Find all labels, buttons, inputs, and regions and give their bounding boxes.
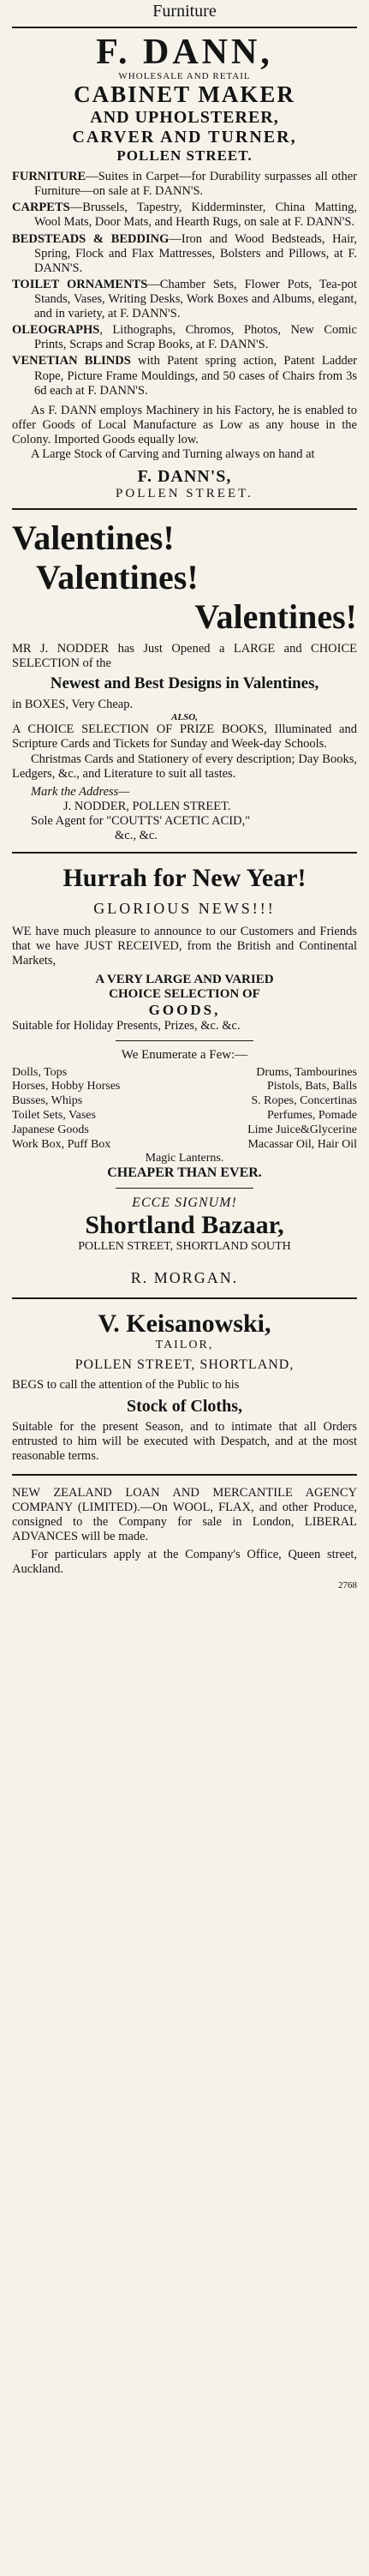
- hurrah-item: Perfumes, Pomade: [267, 1109, 357, 1122]
- hurrah-advertisement: [12, 864, 357, 1287]
- dann-item: [12, 170, 357, 199]
- divider: [12, 1474, 357, 1476]
- valentines-also: ALSO,: [171, 712, 198, 723]
- dann-subtitle: WHOLESALE AND RETAIL: [118, 71, 251, 82]
- hurrah-item: Busses, Whips: [12, 1094, 83, 1108]
- keisanowski-name: V. Keisanowski,: [98, 1309, 271, 1339]
- hurrah-suitable: Suitable for Holiday Presents, Prizes, &c. &c.: [12, 1018, 241, 1033]
- hurrah-owner: R. MORGAN.: [130, 1269, 239, 1287]
- nz-loan-advertisement: [12, 1486, 357, 1591]
- nz-loan-particulars: For particulars apply at the Company's Office, Queen street, Auckland.: [12, 1548, 357, 1577]
- dann-item-head: CARPETS: [12, 201, 70, 215]
- dann-item-list: [12, 170, 357, 398]
- dann-trade-line: CARVER AND TURNER,: [72, 128, 297, 147]
- hurrah-item: Drums, Tambourines: [256, 1065, 357, 1079]
- hurrah-title: Hurrah for New Year!: [62, 864, 307, 893]
- hurrah-bazaar: Shortland Bazaar,: [85, 1211, 284, 1240]
- valentines-etc: &c., &c.: [115, 829, 158, 843]
- valentines-christmas: Christmas Cards and Stationery of every description; Day Books, Ledgers, &c., and Literature to suit all tastes.: [12, 752, 357, 781]
- dann-advertisement: [12, 2, 357, 501]
- dann-item-head: TOILET ORNAMENTS: [12, 277, 148, 291]
- divider: [12, 1297, 357, 1299]
- hurrah-item: S. Ropes, Concertinas: [251, 1094, 357, 1108]
- valentines-prize: A CHOICE SELECTION OF PRIZE BOOKS, Illuminated and Scripture Cards and Tickets for Sunday and Week-day Schools.: [12, 722, 357, 752]
- valentines-designs: Newest and Best Designs in Valentines,: [50, 674, 319, 693]
- hurrah-item-row: [12, 1123, 357, 1138]
- hurrah-item: Work Box, Puff Box: [12, 1137, 111, 1151]
- divider: [116, 1040, 253, 1041]
- nz-loan-text: NEW ZEALAND LOAN AND MERCANTILE AGENCY COMPANY (LIMITED).—On WOOL, FLAX, and other Produce, consigned to the Company for sale in London, LIBERAL ADVANCES will be made.: [12, 1485, 357, 1544]
- hurrah-item: Dolls, Tops: [12, 1065, 68, 1079]
- hurrah-bazaar-address: POLLEN STREET, SHORTLAND SOUTH: [78, 1240, 291, 1254]
- divider: [116, 1188, 253, 1189]
- dann-trade-line: CABINET MAKER: [74, 81, 295, 108]
- dann-street: POLLEN STREET.: [116, 147, 253, 165]
- hurrah-large: CHOICE SELECTION OF: [109, 986, 260, 1001]
- dann-signature: F. DANN'S,: [137, 467, 232, 487]
- valentines-heading: Valentines!: [36, 558, 199, 597]
- keisanowski-trade: TAILOR,: [155, 1339, 214, 1352]
- hurrah-item: Pistols, Bats, Balls: [266, 1080, 357, 1093]
- valentines-heading: Valentines!: [12, 518, 175, 558]
- hurrah-item-row: [12, 1080, 357, 1094]
- keisanowski-begs: BEGS to call the attention of the Public to his: [12, 1378, 240, 1393]
- dann-item: [12, 278, 357, 321]
- keisanowski-text: Suitable for the present Season, and to intimate that all Orders entrusted to him will be executed with Despatch, and at the most reasonable terms.: [12, 1419, 357, 1463]
- dann-item-head: VENETIAN BLINDS: [12, 354, 131, 368]
- hurrah-item-table: [12, 1066, 357, 1153]
- hurrah-item-row: [12, 1066, 357, 1081]
- divider: [12, 27, 357, 28]
- ad-number: 2768: [338, 1580, 357, 1591]
- hurrah-item-row: [12, 1094, 357, 1109]
- hurrah-item: Macassar Oil, Hair Oil: [247, 1137, 357, 1151]
- valentines-advertisement: [12, 518, 357, 843]
- hurrah-item: Toilet Sets, Vases: [12, 1109, 96, 1122]
- dann-item: [12, 354, 357, 398]
- valentines-intro: MR J. NODDER has Just Opened a LARGE and CHOICE SELECTION of the: [12, 642, 357, 671]
- hurrah-large: A VERY LARGE AND VARIED: [95, 972, 274, 986]
- valentines-boxes: in BOXES, Very Cheap.: [12, 698, 134, 712]
- hurrah-item-row: [12, 1138, 357, 1153]
- dann-item-text: —Iron and Wood Bedsteads, Hair, Spring, Flock and Flax Mattresses, Bolsters and Pillows, at F. DANN'S.: [34, 231, 357, 275]
- hurrah-ecce: ECCE SIGNUM!: [132, 1195, 237, 1211]
- section-heading: Furniture: [152, 2, 217, 21]
- hurrah-goods: GOODS,: [148, 1001, 221, 1018]
- hurrah-magic: Magic Lanterns.: [145, 1152, 224, 1165]
- valentines-address: J. NODDER, POLLEN STREET.: [63, 799, 231, 813]
- hurrah-glorious: GLORIOUS NEWS!!!: [93, 900, 276, 918]
- divider: [12, 852, 357, 854]
- valentines-agent: Sole Agent for "COUTTS' ACETIC ACID,": [31, 813, 251, 828]
- valentines-mark: Mark the Address—: [31, 784, 130, 799]
- dann-item-text: , Lithographs, Chromos, Photos, New Comic Prints, Scraps and Scrap Books, at F. DANN'S.: [34, 323, 357, 352]
- hurrah-item: Lime Juice&Glycerine: [247, 1123, 357, 1136]
- keisanowski-stock: Stock of Cloths,: [126, 1396, 242, 1416]
- dann-paragraph: As F. DANN employs Machinery in his Factory, he is enabled to offer Goods of Local Manufacture as Low as any house in the Colony. Imported Goods equally low.: [12, 403, 357, 446]
- hurrah-item: Japanese Goods: [12, 1123, 89, 1136]
- dann-item: [12, 201, 357, 230]
- divider: [12, 508, 357, 510]
- keisanowski-street: POLLEN STREET, SHORTLAND,: [74, 1357, 295, 1373]
- hurrah-cheaper: CHEAPER THAN EVER.: [107, 1165, 262, 1181]
- dann-item: [12, 323, 357, 352]
- dann-item-text: —Suites in Carpet—for Durability surpasses all other Furniture—on sale at F. DANN'S.: [34, 170, 357, 199]
- newspaper-ad-column: [0, 2, 369, 2576]
- hurrah-enumerate: We Enumerate a Few:—: [121, 1047, 248, 1062]
- dann-signature-street: POLLEN STREET.: [116, 487, 253, 501]
- dann-item-text: —Brussels, Tapestry, Kidderminster, China Matting, Wool Mats, Door Mats, and Hearth Rugs, on sale at F. DANN'S.: [34, 201, 357, 230]
- dann-item-head: FURNITURE: [12, 170, 86, 184]
- hurrah-intro: WE have much pleasure to announce to our Customers and Friends that we have JUST RECEIVED, from the British and Continental Markets,: [12, 925, 357, 968]
- dann-name: F. DANN,: [96, 33, 273, 72]
- dann-paragraph: A Large Stock of Carving and Turning always on hand at: [31, 447, 315, 462]
- dann-item-text: with Patent spring action, Patent Ladder Rope, Picture Frame Mouldings, and 50 cases of Chairs from 3s 6d each at F. DANN'S.: [34, 354, 357, 398]
- dann-item-text: —Chamber Sets, Flower Pots, Tea-pot Stands, Vases, Writing Desks, Work Boxes and Albums, elegant, and in variety, at F. DANN'S.: [34, 277, 357, 321]
- hurrah-item: Horses, Hobby Horses: [12, 1080, 121, 1093]
- dann-trade-line: AND UPHOLSTERER,: [90, 108, 279, 128]
- dann-item-head: OLEOGRAPHS: [12, 323, 100, 338]
- dann-item: [12, 232, 357, 276]
- hurrah-item-row: [12, 1109, 357, 1123]
- dann-item-head: BEDSTEADS & BEDDING: [12, 231, 170, 246]
- valentines-heading: Valentines!: [194, 597, 357, 637]
- keisanowski-advertisement: [12, 1309, 357, 1463]
